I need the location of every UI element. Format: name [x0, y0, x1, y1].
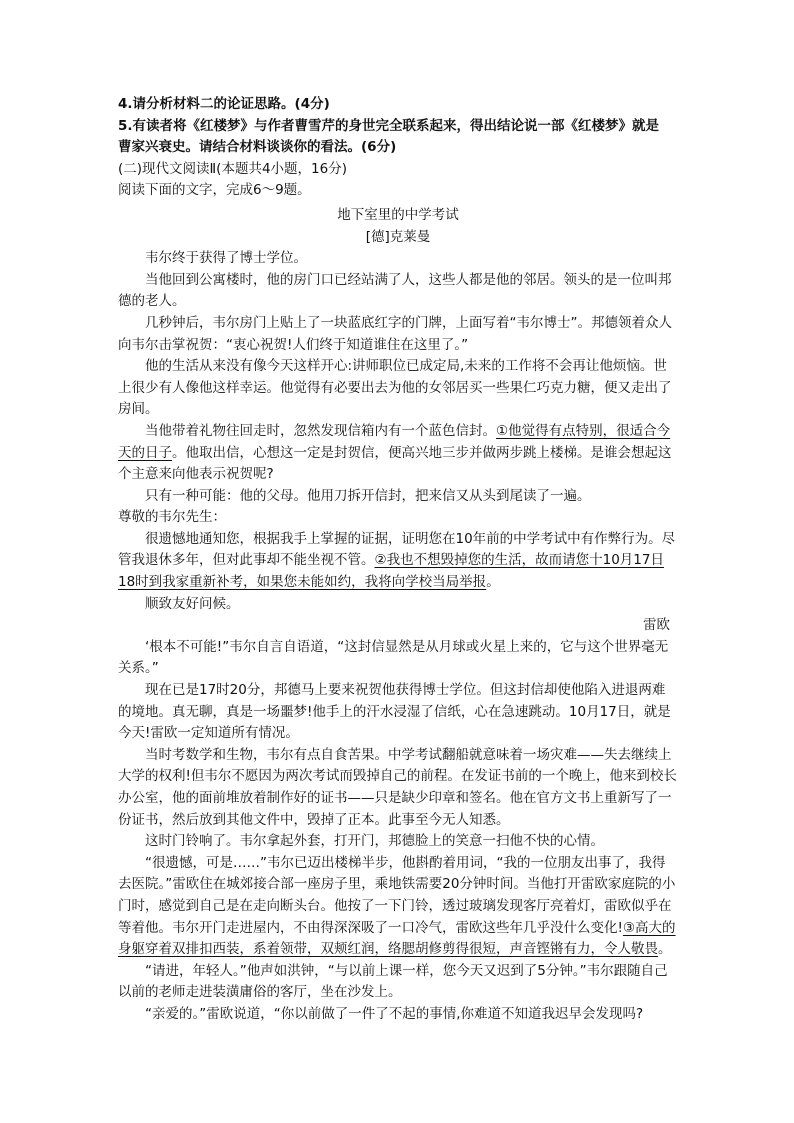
letter-body: [118, 529, 678, 594]
story-title: 地下室里的中学考试: [337, 206, 459, 223]
paragraph: “亲爱的。”雷欧说道，“你以前做了一件了不起的事情,你难道不知道我迟早会发现吗?: [145, 1005, 644, 1022]
paragraph-text: 。他取出信，心想这一定是封贺信，便高兴地三步并做两步跳上楼梯。是谁会想起这个主意来向他表示祝贺呢?: [118, 444, 672, 483]
exam-page: [118, 94, 678, 1026]
paragraph-with-underline-3: [118, 853, 678, 961]
underlined-sentence-3: ③高大的身躯穿着双排扣西装，系着领带，双颊红润，络腮胡修剪得很短，声音铿锵有力，令人敬畏: [118, 919, 676, 958]
paragraph: “请进，年轻人。”他声如洪钟，“与以前上课一样，您今天又迟到了5分钟。”韦尔跟随自己以前的老师走进装潢庸俗的客厅，坐在沙发上。: [118, 962, 668, 1001]
section-heading: (二)现代文阅读Ⅱ(本题共4小题，16分): [118, 160, 347, 177]
paragraph: 这时门铃响了。韦尔拿起外套，打开门，邦德脸上的笑意一扫他不快的心情。: [145, 833, 604, 850]
paragraph-text: 。: [658, 941, 672, 958]
underlined-sentence-2: ②我也不想毁掉您的生活，故而请您十10月17日18时到我家重新补考，如果您未能如约，我将向学校当局举报: [118, 552, 664, 591]
paragraph: ‘根本不可能!”韦尔自言自语道，“这封信显然是从月球或火星上来的，它与这个世界毫无关系。”: [118, 638, 669, 677]
underlined-sentence-1: ①他觉得有点特别，很适合今天的日子: [118, 422, 671, 461]
question-4: 4.请分析材料二的论证思路。(4分): [118, 96, 330, 112]
paragraph: 当他回到公寓楼时，他的房门口已经站满了人，这些人都是他的邻居。领头的是一位叫邦德的老人。: [118, 271, 672, 310]
paragraph-text: 当他带着礼物往回走时，忽然发现信箱内有一个蓝色信封。: [145, 422, 496, 439]
story-author: [德]克莱曼: [365, 228, 431, 245]
paragraph: 几秒钟后，韦尔房门上贴上了一块蓝底红字的门牌，上面写着“韦尔博士”。邦德领着众人向韦尔击掌祝贺：“衷心祝贺!人们终于知道谁住在这里了。”: [118, 314, 672, 353]
letter-text: 。: [486, 574, 500, 591]
question-5-line-2: 曹家兴衰史。请结合材料谈谈你的看法。(6分): [118, 139, 397, 156]
paragraph: 当时考数学和生物，韦尔有点自食苦果。中学考试翻船就意味着一场灾难——失去继续上大学的权利!但韦尔不愿因为两次考试而毁掉自己的前程。在发证书前的一个晚上，他来到校长办公室，他的面前堆放着制作好的证书——只是缺少印章和签名。他在官方文书上重新写了一份证书，然后放到其他文件中，毁掉了正本。此事至今无人知悉。: [118, 746, 677, 828]
letter-closing: 顺致友好问候。: [145, 595, 240, 612]
paragraph: 现在已是17时20分，邦德马上要来祝贺他获得博士学位。但这封信却使他陷入进退两难的境地。真无聊，真是一场噩梦!他手上的汗水浸湿了信纸，心在急速跳动。10月17日，就是今天!雷欧一定知道所有情况。: [118, 682, 671, 742]
letter-salutation: 尊敬的韦尔先生：: [118, 509, 226, 526]
letter-signature: 雷欧: [643, 617, 670, 634]
paragraph: 韦尔终于获得了博士学位。: [145, 250, 307, 267]
paragraph: 他的生活从来没有像今天这样开心:讲师职位已成定局,未来的工作将不会再让他烦恼。世上很少有人像他这样幸运。他觉得有必要出去为他的女邻居买一些果仁巧克力糖，便又走出了房间。: [118, 358, 672, 418]
section-instruction: 阅读下面的文字，完成6～9题。: [118, 182, 311, 199]
paragraph-with-underline-1: [118, 421, 678, 486]
question-5-line-1: 5.有读者将《红楼梦》与作者曹雪芹的身世完全联系起来，得出结论说一部《红楼梦》就是: [118, 117, 660, 134]
paragraph: 只有一种可能：他的父母。他用刀拆开信封，把来信又从头到尾读了一遍。: [145, 487, 591, 504]
paragraph-text: “很遗憾，可是……”韦尔已迈出楼梯半步，他斟酌着用词，“我的一位朋友出事了，我得去医院。”雷欧住在城郊接合部一座房子里，乘地铁需要20分钟时间。当他打开雷欧家庭院的小门时，感觉到自己是在走向断头台。他按了一下门铃，透过玻璃发现客厅亮着灯，雷欧似乎在等着他。韦尔开门走进屋内，不由得深深吸了一口冷气，雷欧这些年几乎没什么变化!: [118, 854, 676, 936]
letter-text: 很遗憾地通知您，根据我手上掌握的证据，证明您在10年前的中学考试中有作弊行为。尽管我退休多年，但对此事却不能坐视不管。: [118, 530, 676, 569]
